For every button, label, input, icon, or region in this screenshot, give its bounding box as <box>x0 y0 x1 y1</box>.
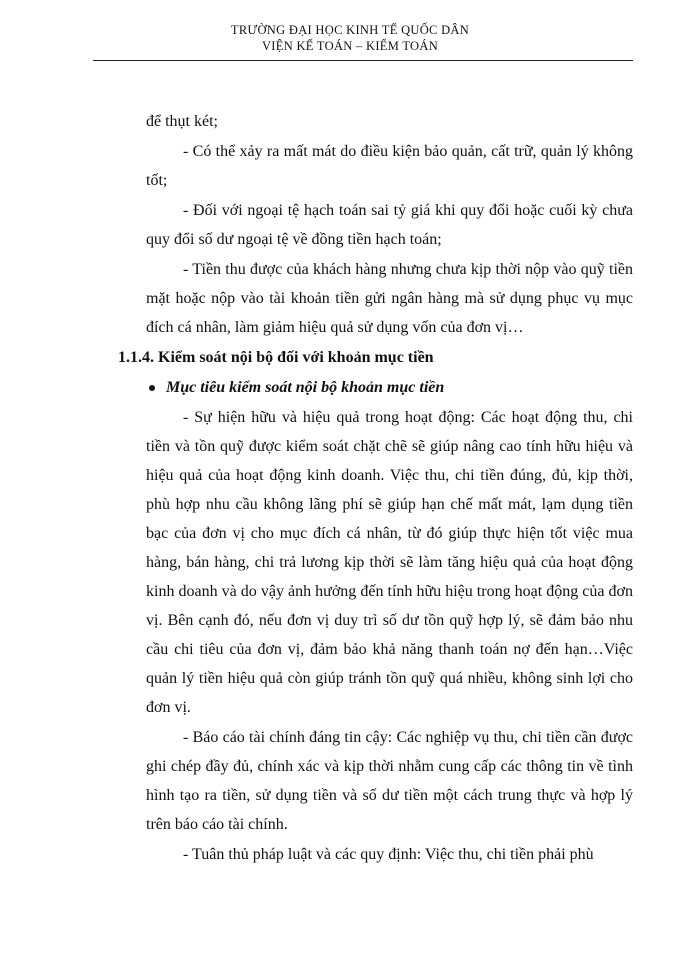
bullet-dot-icon <box>149 385 155 391</box>
paragraph-compliance: - Tuân thủ pháp luật và các quy định: Việc thu, chi tiền phải phù <box>183 846 594 863</box>
header-university: TRƯỜNG ĐẠI HỌC KINH TẾ QUỐC DÂN <box>230 23 470 37</box>
header-institute: VIỆN KẾ TOÁN – KIỂM TOÁN <box>261 39 439 53</box>
paragraph-customer-cash: - Tiền thu được của khách hàng nhưng chưa kịp thời nộp vào quỹ tiền mặt hoặc nộp vào tài khoản tiền gửi ngân hàng mà sử dụng phục vụ mục đích cá nhân, làm giảm hiệu quả sử dụng vốn của đơn vị… <box>146 261 633 336</box>
bullet-heading-text: Mục tiêu kiểm soát nội bộ khoản mục tiền <box>166 379 445 396</box>
paragraph-foreign-currency: - Đối với ngoại tệ hạch toán sai tỷ giá khi quy đổi hoặc cuối kỳ chưa quy đổi số dư ngoại tệ về đồng tiền hạch toán; <box>146 202 633 248</box>
section-heading: 1.1.4. Kiểm soát nội bộ đối với khoản mục tiền <box>118 349 434 366</box>
document-body <box>118 107 633 869</box>
paragraph-continuation: để thụt két; <box>146 113 218 130</box>
bullet-heading <box>146 373 633 403</box>
paragraph-effectiveness: - Sự hiện hữu và hiệu quả trong hoạt động: Các hoạt động thu, chi tiền và tồn quỹ được kiểm soát chặt chẽ sẽ giúp nâng cao tính hữu hiệu và hiệu quả của hoạt động kinh doanh. Việc thu, chi tiền đúng, đủ, kịp thời, phù hợp nhu cầu không lãng phí sẽ giúp hạn chế mất mát, lạm dụng tiền bạc của đơn vị cho mục đích cá nhân, từ đó giúp thực hiện tốt việc mua hàng, bán hàng, chi trả lương kịp thời sẽ làm tăng hiệu quả của hoạt động kinh doanh và do vậy ảnh hưởng đến tính hữu hiệu trong hoạt động của đơn vị. Bên cạnh đó, nếu đơn vị duy trì số dư tồn quỹ hợp lý, sẽ đảm bảo nhu cầu chi tiêu của đơn vị, đảm bảo khả năng thanh toán nợ đến hạn…Việc quản lý tiền hiệu quả còn giúp tránh tồn quỹ quá nhiều, không sinh lợi cho đơn vị. <box>146 409 633 716</box>
header-divider <box>93 60 633 61</box>
paragraph-financial-reporting: - Báo cáo tài chính đáng tin cậy: Các nghiệp vụ thu, chi tiền cần được ghi chép đầy đủ, chính xác và kịp thời nhằm cung cấp các thông tin về tình hình tạo ra tiền, sử dụng tiền và số dư tiền một cách trung thực và hợp lý trên báo cáo tài chính. <box>146 729 633 833</box>
paragraph-loss-risk: - Có thể xảy ra mất mát do điều kiện bảo quản, cất trữ, quản lý không tốt; <box>146 143 633 189</box>
page-header <box>0 22 700 54</box>
